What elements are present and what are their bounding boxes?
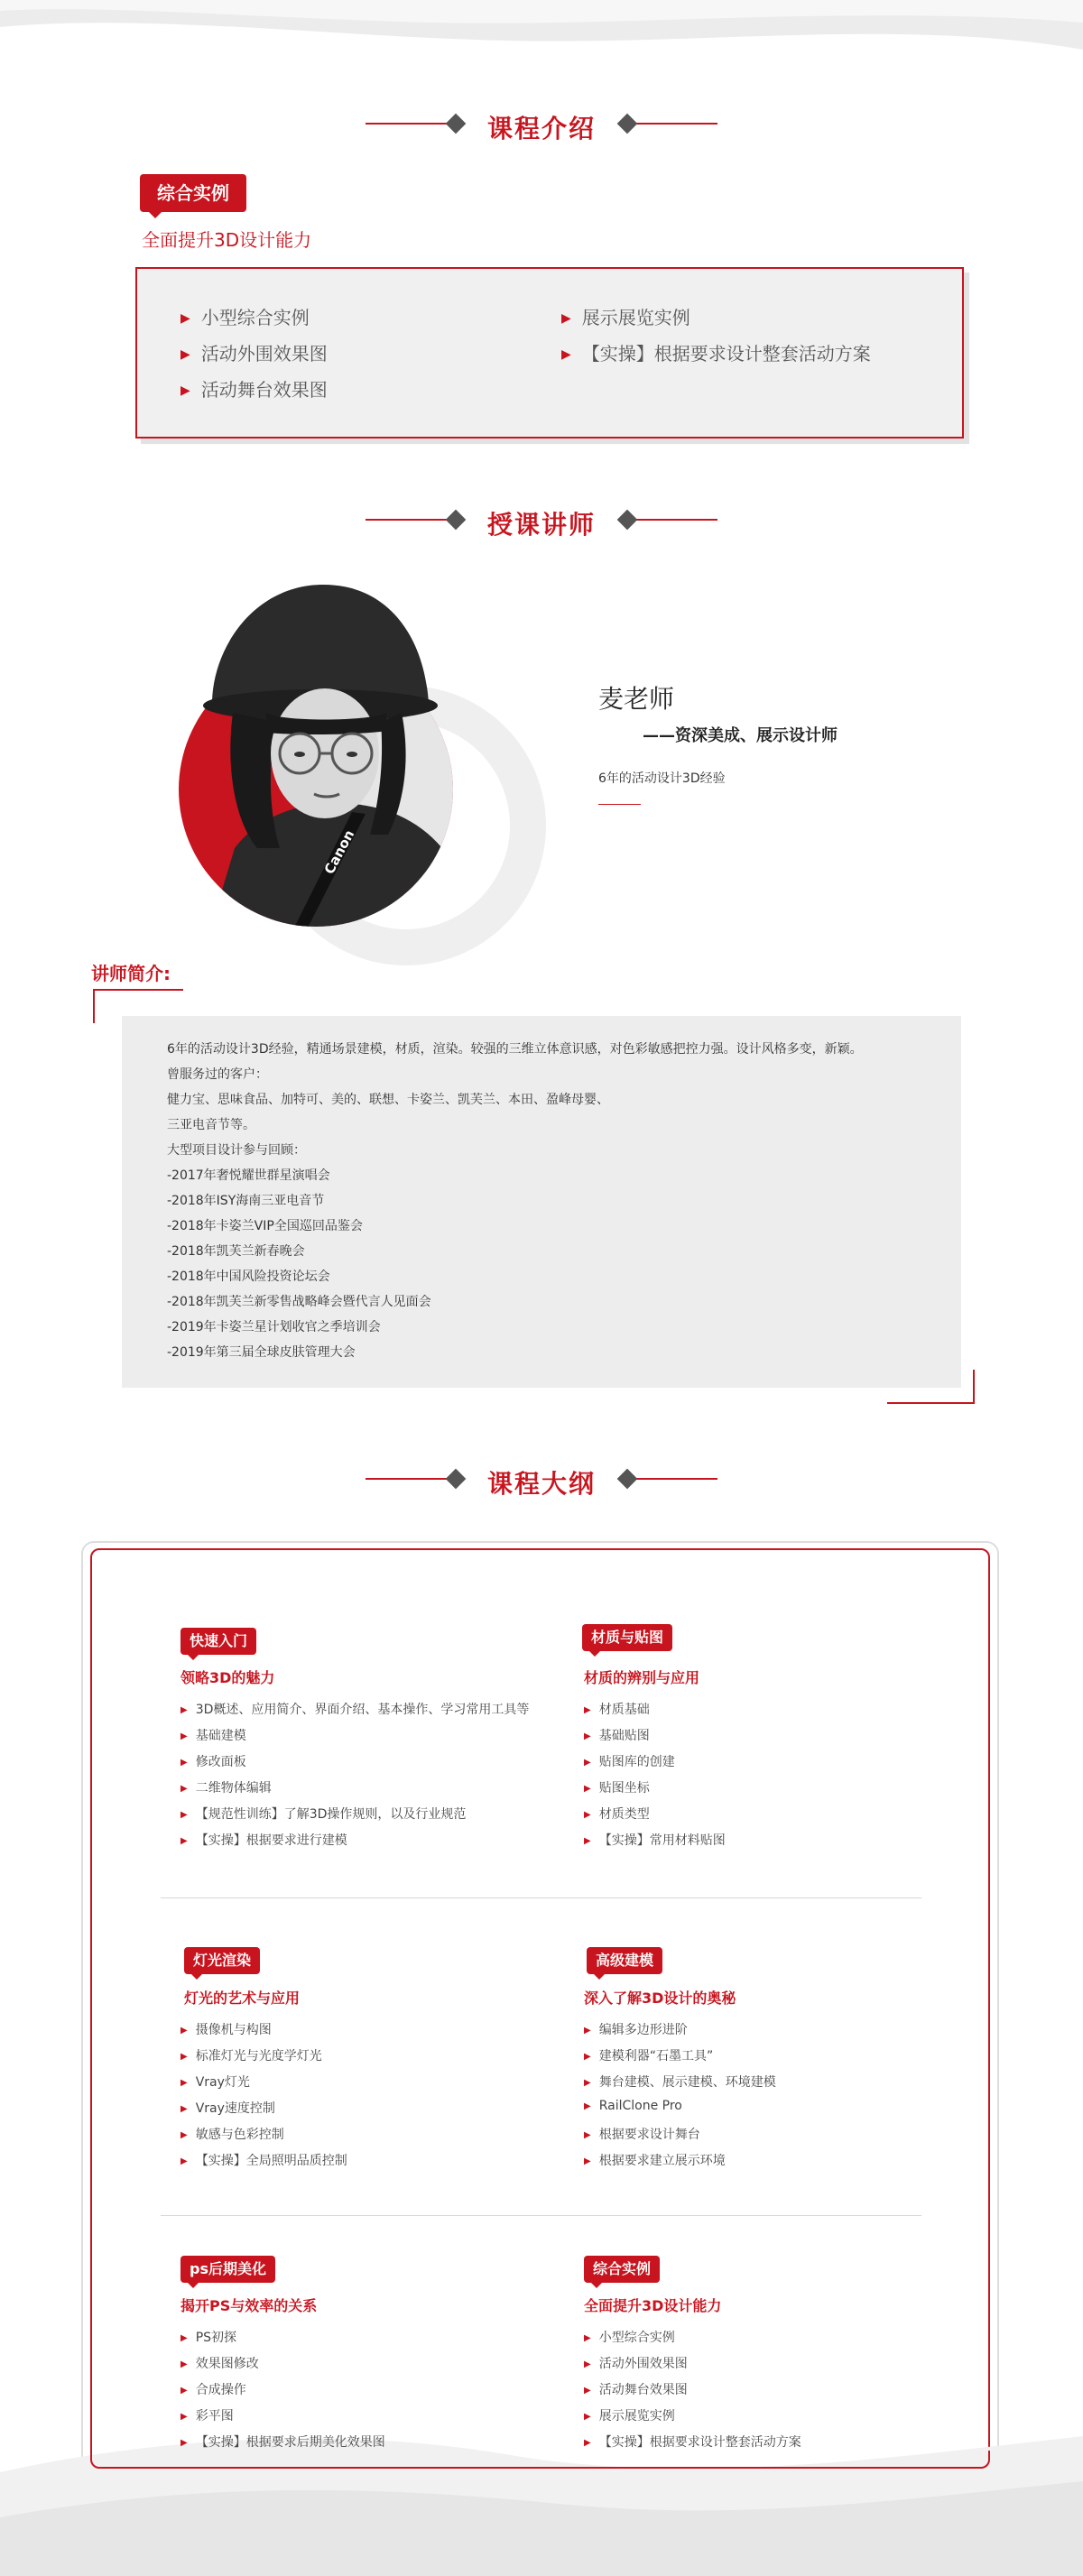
teacher-name: 麦老师 [598,684,675,714]
module-item: ▶ 活动舞台效果图 [584,2383,688,2397]
module-item: ▶ 贴图库的创建 [584,1755,675,1769]
module-item: ▶ 根据要求设计舞台 [584,2128,700,2142]
bio-corner-bottomright [887,1370,975,1404]
arrow-icon: ▶ [584,2412,591,2422]
outline-card-bottom-border [90,2451,990,2469]
arrow-icon: ▶ [180,311,190,326]
arrow-icon: ▶ [584,2052,591,2062]
module-item: ▶ 【实操】根据要求后期美化效果图 [180,2435,385,2450]
module-tag: 材质与贴图 [582,1624,672,1651]
bio-line: 三亚电音节等。 [167,1118,255,1132]
arrow-icon: ▶ [584,1784,591,1794]
bottom-wave-decoration [0,2418,1083,2576]
bio-line: 大型项目设计参与回顾： [167,1143,306,1158]
bio-line: -2019年第三届全球皮肤管理大会 [167,1345,356,1360]
arrow-icon: ▶ [180,1731,188,1741]
module-subtitle: 揭开PS与效率的关系 [180,2297,318,2314]
arrow-icon: ▶ [584,2026,591,2036]
module-tag: 综合实例 [584,2256,660,2283]
arrow-icon: ▶ [180,1758,188,1768]
bio-line: 6年的活动设计3D经验，精通场景建模，材质，渲染。较强的三维立体意识感，对色彩敏感把控力强。设计风格多变，新颖。 [167,1042,863,1057]
bio-line: 健力宝、思味食品、加特可、美的、联想、卡姿兰、凯芙兰、本田、盈峰母婴、 [167,1093,609,1107]
module-item: ▶ 【实操】常用材料贴图 [584,1833,726,1848]
arrow-icon: ▶ [180,1705,188,1715]
arrow-icon: ▶ [180,2412,188,2422]
module-item: ▶ 彩平图 [180,2409,234,2424]
arrow-icon: ▶ [584,1810,591,1820]
intro-subtitle: 全面提升3D设计能力 [142,229,312,251]
arrow-icon: ▶ [561,347,571,362]
section-title: 课程介绍 [486,114,596,143]
section-title: 授课讲师 [486,510,596,540]
module-subtitle: 全面提升3D设计能力 [584,2297,722,2314]
bio-line: -2018年凯芙兰新零售战略峰会暨代言人见面会 [167,1295,431,1309]
intro-tag: 综合实例 [140,174,246,212]
module-item: ▶ 【实操】全局照明品质控制 [180,2154,347,2168]
arrow-icon: ▶ [180,2333,188,2343]
arrow-icon: ▶ [584,2101,591,2111]
arrow-icon: ▶ [584,2438,591,2448]
module-item: ▶ 活动外围效果图 [584,2357,688,2371]
divider [598,804,641,805]
module-subtitle: 深入了解3D设计的奥秘 [584,1990,736,2007]
module-item: ▶ 基础贴图 [584,1729,650,1743]
module-subtitle: 灯光的艺术与应用 [184,1990,301,2007]
teacher-experience: 6年的活动设计3D经验 [598,771,726,786]
module-item: ▶ RailClone Pro [584,2099,682,2113]
module-item: ▶ 【实操】根据要求设计整套活动方案 [584,2435,801,2450]
module-item: ▶ 材质基础 [584,1703,650,1717]
arrow-icon: ▶ [180,2104,188,2114]
arrow-icon: ▶ [180,2130,188,2140]
module-item: ▶ 敏感与色彩控制 [180,2128,284,2142]
module-item: ▶ PS初探 [180,2331,237,2345]
arrow-icon: ▶ [584,2333,591,2343]
intro-item: ▶ 展示展览实例 [561,307,690,328]
bio-line: -2018年卡姿兰VIP全国巡回品鉴会 [167,1219,363,1233]
top-wave-decoration [0,0,1083,72]
strap-text: Canon [320,826,358,877]
bio-line: -2018年中国风险投资论坛会 [167,1270,330,1284]
arrow-icon: ▶ [180,2026,188,2036]
module-item: ▶ 材质类型 [584,1807,650,1822]
module-item: ▶ 标准灯光与光度学灯光 [180,2049,322,2064]
module-item: ▶ 舞台建模、展示建模、环境建模 [584,2075,776,2090]
module-item: ▶ 二维物体编辑 [180,1781,272,1796]
module-item: ▶ 3D概述、应用简介、界面介绍、基本操作、学习常用工具等 [180,1703,530,1717]
arrow-icon: ▶ [180,383,190,398]
arrow-icon: ▶ [584,1705,591,1715]
module-item: ▶ Vray灯光 [180,2075,250,2090]
intro-item: ▶ 【实操】根据要求设计整套活动方案 [561,343,871,365]
module-subtitle: 领略3D的魅力 [180,1669,275,1686]
module-item: ▶ 【规范性训练】了解3D操作规则，以及行业规范 [180,1807,467,1822]
intro-item: ▶ 小型综合实例 [180,307,310,328]
module-item: ▶ Vray速度控制 [180,2101,275,2116]
arrow-icon: ▶ [584,2130,591,2140]
bio-heading: 讲师简介: [91,963,171,984]
bio-line: -2018年凯芙兰新春晚会 [167,1244,305,1259]
arrow-icon: ▶ [180,2438,188,2448]
intro-item: ▶ 活动外围效果图 [180,343,328,365]
module-tag: 高级建模 [587,1947,662,1974]
module-item: ▶ 摄像机与构图 [180,2023,272,2037]
arrow-icon: ▶ [584,1758,591,1768]
arrow-icon: ▶ [180,2359,188,2369]
module-item: ▶ 基础建模 [180,1729,246,1743]
arrow-icon: ▶ [180,2052,188,2062]
module-tag: 快速入门 [180,1628,256,1655]
module-tag: ps后期美化 [180,2256,275,2283]
intro-item: ▶ 活动舞台效果图 [180,379,328,401]
module-item: ▶ 【实操】根据要求进行建模 [180,1833,347,1848]
bio-line: -2019年卡姿兰星计划收官之季培训会 [167,1320,381,1334]
outline-divider [161,2215,921,2216]
module-item: ▶ 修改面板 [180,1755,246,1769]
arrow-icon: ▶ [180,1836,188,1846]
section-header-outline [0,1461,1083,1497]
module-item: ▶ 展示展览实例 [584,2409,675,2424]
bio-line: -2018年ISY海南三亚电音节 [167,1194,325,1208]
section-header-teacher [0,502,1083,538]
module-item: ▶ 根据要求建立展示环境 [584,2154,726,2168]
arrow-icon: ▶ [561,311,571,326]
teacher-photo [171,577,551,1002]
section-title: 课程大纲 [486,1469,596,1499]
arrow-icon: ▶ [584,2359,591,2369]
arrow-icon: ▶ [584,2078,591,2088]
arrow-icon: ▶ [584,1836,591,1846]
module-subtitle: 材质的辨别与应用 [584,1669,700,1686]
arrow-icon: ▶ [180,1810,188,1820]
module-item: ▶ 建模利器“石墨工具” [584,2049,714,2064]
bio-line: -2017年奢悦耀世群星演唱会 [167,1168,330,1183]
arrow-icon: ▶ [584,2386,591,2396]
section-header-intro [0,106,1083,142]
module-item: ▶ 合成操作 [180,2383,246,2397]
arrow-icon: ▶ [180,347,190,362]
arrow-icon: ▶ [584,2156,591,2166]
arrow-icon: ▶ [584,1731,591,1741]
module-tag: 灯光渲染 [184,1947,260,1974]
module-item: ▶ 小型综合实例 [584,2331,675,2345]
module-item: ▶ 编辑多边形进阶 [584,2023,688,2037]
arrow-icon: ▶ [180,2078,188,2088]
arrow-icon: ▶ [180,2156,188,2166]
module-item: ▶ 效果图修改 [180,2357,259,2371]
teacher-role: ——资深美成、展示设计师 [643,726,838,745]
bio-line: 曾服务过的客户： [167,1067,268,1082]
outline-divider [161,1897,921,1898]
module-item: ▶ 贴图坐标 [584,1781,650,1796]
arrow-icon: ▶ [180,1784,188,1794]
arrow-icon: ▶ [180,2386,188,2396]
